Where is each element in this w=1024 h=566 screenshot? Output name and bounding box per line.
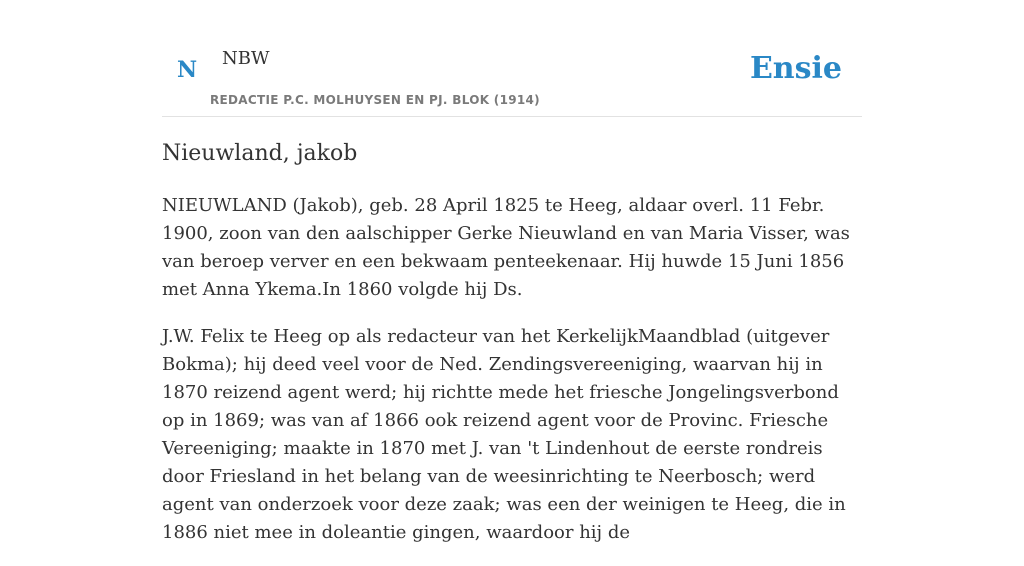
article-paragraph: J.W. Felix te Heeg op als redacteur van het KerkelijkMaandblad (uitgever Bokma); hij deed veel voor de Ned. Zendingsvereeniging, waarvan hij in 1870 reizend agent werd; hij richtte mede het friesche Jongelingsverbond op in 1869; was van af 1866 ook reizend agent voor de Provinc. Friesche Vereeniging; maakte in 1870 met J. van 't Lindenhout de eerste rondreis door Friesland in het belang van de weesinrichting te Neerbosch; werd agent van onderzoek voor deze zaak; was een der weinigen te Heeg, die in 1886 niet mee in doleantie gingen, waardoor hij de [162, 326, 846, 543]
site-header [162, 38, 862, 117]
source-logo[interactable]: N [177, 57, 198, 83]
source-name[interactable]: NBW [222, 48, 270, 69]
source-subtitle: REDACTIE P.C. MOLHUYSEN EN PJ. BLOK (1914) [210, 93, 540, 107]
brand-logo[interactable]: Ensie [749, 51, 842, 86]
article-title: Nieuwland, jakob [162, 141, 358, 166]
article-paragraph: NIEUWLAND (Jakob), geb. 28 April 1825 te Heeg, aldaar overl. 11 Febr. 1900, zoon van den aalschipper Gerke Nieuwland en van Maria Visser, was van beroep verver en een bekwaam penteekenaar. Hij huwde 15 Juni 1856 met Anna Ykema.In 1860 volgde hij Ds. [162, 195, 850, 300]
article-body [162, 192, 862, 566]
